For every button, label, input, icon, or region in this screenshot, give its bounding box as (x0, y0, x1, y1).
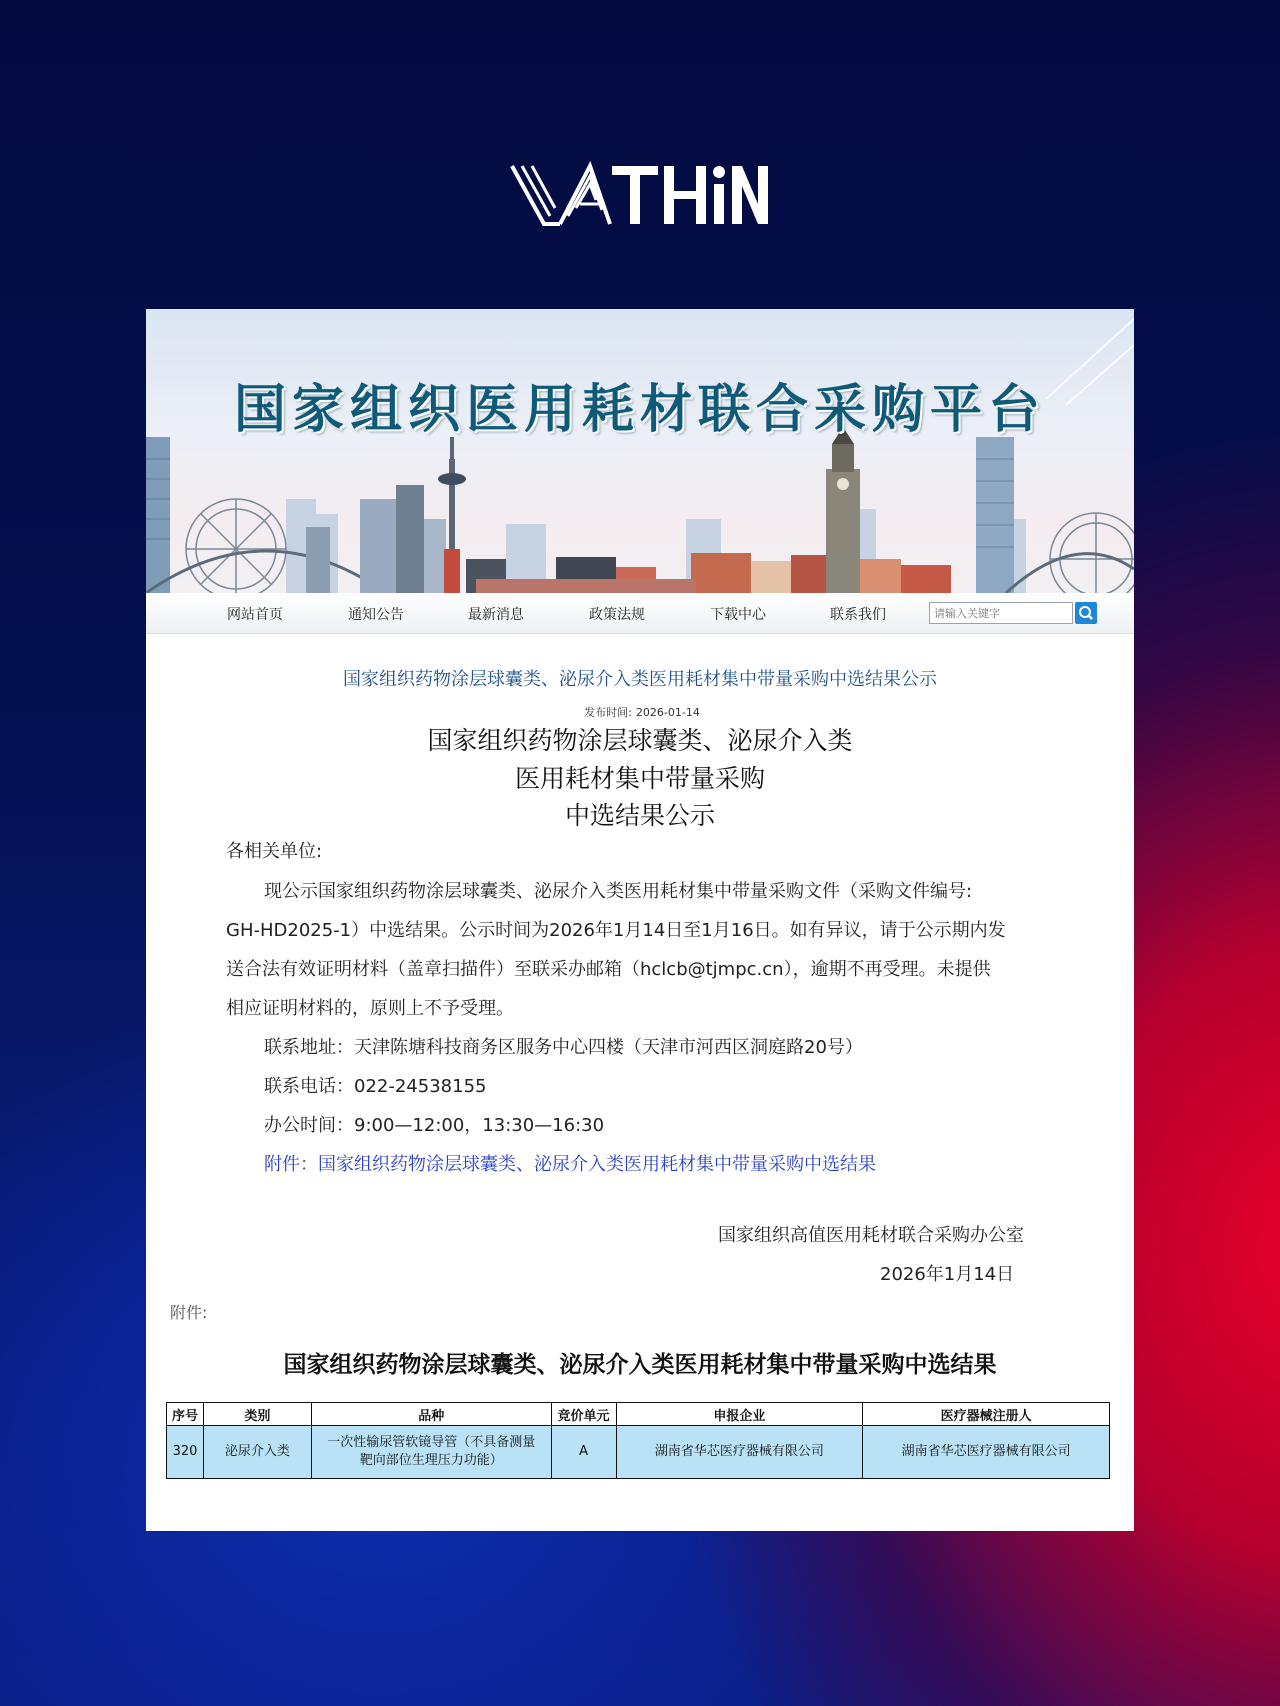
attachment-link[interactable]: 附件：国家组织药物涂层球囊类、泌尿介入类医用耗材集中带量采购中选结果 (264, 1154, 876, 1175)
salutation: 各相关单位: (226, 841, 323, 862)
paragraph-line-1: 现公示国家组织药物涂层球囊类、泌尿介入类医用耗材集中带量采购文件（采购文件编号: (264, 881, 973, 902)
signature-org: 国家组织高值医用耗材联合采购办公室 (718, 1225, 1024, 1246)
header-registrant: 医疗器械注册人 (863, 1403, 1110, 1426)
doc-title-line-1: 国家组织药物涂层球囊类、泌尿介入类 (427, 726, 853, 755)
nav-item-notices[interactable]: 通知公告 (348, 607, 404, 623)
nav-item-home[interactable]: 网站首页 (227, 607, 283, 623)
table-row (167, 1426, 1110, 1479)
paragraph-line-2: GH-HD2025-1）中选结果。公示时间为2026年1月14日至1月16日。如有异议，请于公示期内发 (226, 920, 1006, 941)
signature-date: 2026年1月14日 (880, 1264, 1015, 1285)
search-icon (1075, 602, 1097, 624)
vathin-logo (0, 160, 1280, 240)
doc-title-line-2: 医用耗材集中带量采购 (514, 764, 765, 793)
cell-index: 320 (167, 1426, 204, 1479)
site-banner (146, 309, 1134, 593)
search-button[interactable] (1075, 602, 1097, 624)
attachment-title: 国家组织药物涂层球囊类、泌尿介入类医用耗材集中带量采购中选结果 (283, 1351, 997, 1378)
attachment-label: 附件: (170, 1303, 208, 1322)
banner-title: 国家组织医用耗材联合采购平台 (233, 379, 1046, 440)
article-link-title[interactable]: 国家组织药物涂层球囊类、泌尿介入类医用耗材集中带量采购中选结果公示 (343, 669, 937, 690)
publish-date: 2026-01-14 (635, 706, 700, 719)
nav-item-news[interactable]: 最新消息 (468, 607, 524, 623)
contact-address: 联系地址：天津陈塘科技商务区服务中心四楼（天津市河西区洞庭路20号） (264, 1037, 863, 1058)
office-hours: 办公时间：9:00—12:00，13:30—16:30 (264, 1115, 605, 1136)
main-nav (146, 593, 1134, 634)
nav-item-downloads[interactable]: 下载中心 (710, 607, 766, 623)
nav-item-policies[interactable]: 政策法规 (589, 607, 645, 623)
cell-applicant: 湖南省华芯医疗器械有限公司 (616, 1426, 863, 1479)
header-applicant: 申报企业 (616, 1403, 863, 1426)
cell-variety-line-2: 靶向部位生理压力功能） (359, 1453, 503, 1468)
cell-variety (311, 1426, 551, 1479)
header-bid-unit: 竞价单元 (551, 1403, 616, 1426)
city-skyline-illustration (146, 309, 1134, 593)
nav-item-contact[interactable]: 联系我们 (830, 607, 886, 623)
publish-label: 发布时间: (584, 706, 632, 719)
cell-variety-line-1: 一次性输尿管软镜导管（不具备测量 (327, 1435, 536, 1450)
contact-phone: 联系电话：022-24538155 (264, 1076, 487, 1097)
cell-bid-unit: A (551, 1426, 616, 1479)
vathin-logo-mark (510, 160, 770, 230)
paragraph-line-3: 送合法有效证明材料（盖章扫描件）至联采办邮箱（hclcb@tjmpc.cn），逾期不再受理。未提供 (226, 959, 991, 980)
table-header-row (167, 1403, 1110, 1426)
search-input[interactable] (929, 602, 1073, 624)
document-card (146, 309, 1134, 1531)
header-variety: 品种 (311, 1403, 551, 1426)
paragraph-line-4: 相应证明材料的，原则上不予受理。 (226, 998, 514, 1019)
result-table (166, 1402, 1110, 1479)
cell-registrant: 湖南省华芯医疗器械有限公司 (863, 1426, 1110, 1479)
header-category: 类别 (203, 1403, 311, 1426)
doc-title-line-3: 中选结果公示 (564, 801, 715, 830)
header-index: 序号 (167, 1403, 204, 1426)
publish-info (146, 704, 1134, 720)
cell-category: 泌尿介入类 (203, 1426, 311, 1479)
